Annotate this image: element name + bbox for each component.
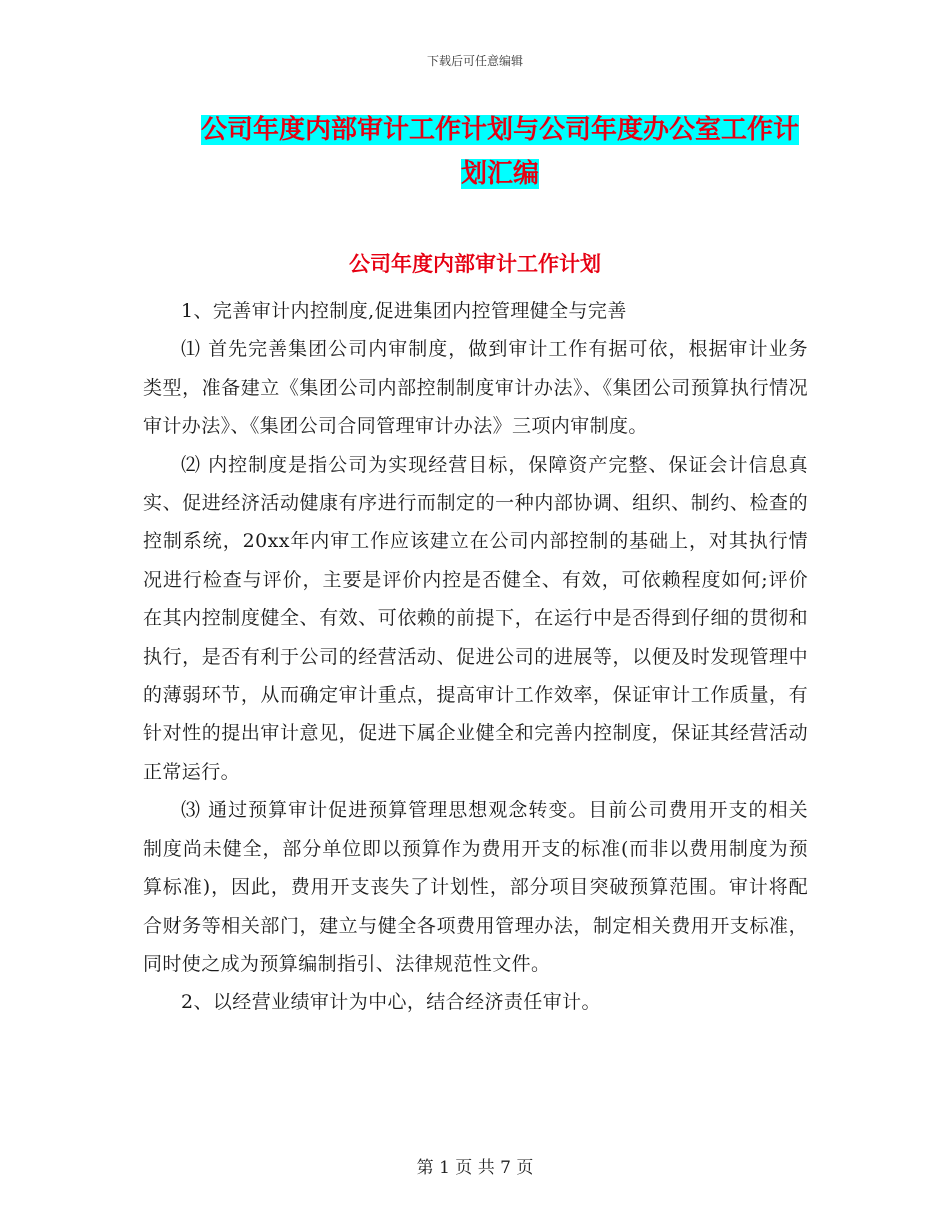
paragraph: ⑴ 首先完善集团公司内审制度，做到审计工作有据可依，根据审计业务类型，准备建立《集团公司内部控制制度审计办法》、《集团公司预算执行情况审计办法》、《集团公司合同管理审计办法》三项内审制度。 <box>143 338 808 438</box>
title-line-1: 公司年度内部审计工作计划与公司年度办公室工作计 <box>200 115 799 145</box>
document-title <box>190 108 810 196</box>
section-title: 公司年度内部审计工作计划 <box>349 251 601 276</box>
page-footer: 第 1 页 共 7 页 <box>416 1158 534 1178</box>
title-line-2: 划汇编 <box>460 159 539 189</box>
document-body <box>143 292 808 1022</box>
paragraph: ⑵ 内控制度是指公司为实现经营目标，保障资产完整、保证会计信息真实、促进经济活动健康有序进行而制定的一种内部协调、组织、制约、检查的控制系统，20xx年内审工作应该建立在公司内部控制的基础上，对其执行情况进行检查与评价，主要是评价内控是否健全、有效，可依赖程度如何;评价在其内控制度健全、有效、可依赖的前提下，在运行中是否得到仔细的贯彻和执行，是否有利于公司的经营活动、促进公司的进展等，以便及时发现管理中的薄弱环节，从而确定审计重点，提高审计工作效率，保证审计工作质量，有针对性的提出审计意见，促进下属企业健全和完善内控制度，保证其经营活动正常运行。 <box>143 453 808 783</box>
paragraph: 2、以经营业绩审计为中心，结合经济责任审计。 <box>181 991 601 1014</box>
header-note: 下载后可任意编辑 <box>426 54 523 68</box>
paragraph: 1、完善审计内控制度,促进集团内控管理健全与完善 <box>181 300 627 322</box>
paragraph: ⑶ 通过预算审计促进预算管理思想观念转变。目前公司费用开支的相关制度尚未健全，部分单位即以预算作为费用开支的标准(而非以费用制度为预算标准)，因此，费用开支丧失了计划性，部分项目突破预算范围。审计将配合财务等相关部门，建立与健全各项费用管理办法，制定相关费用开支标准，同时使之成为预算编制指引、法律规范性文件。 <box>143 799 808 975</box>
